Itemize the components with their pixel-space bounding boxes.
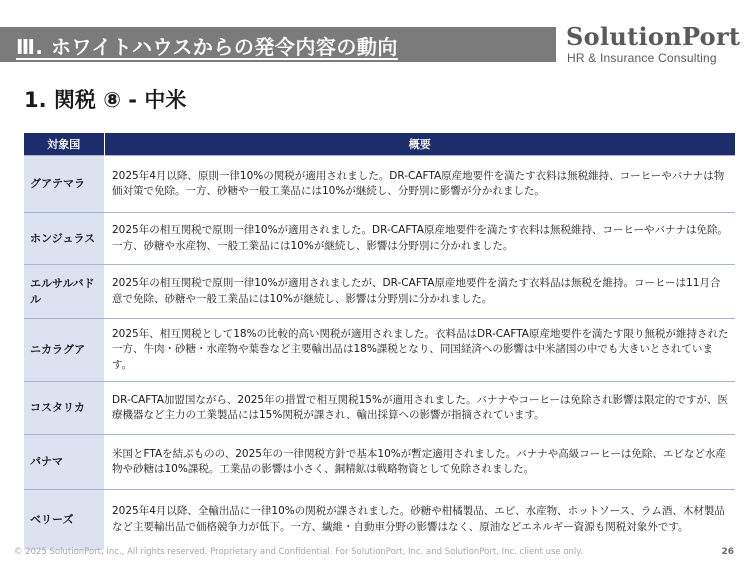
country-cell: エルサルバドル xyxy=(24,265,104,319)
header-country: 対象国 xyxy=(24,133,104,156)
table-row xyxy=(24,382,735,435)
title-band xyxy=(0,27,556,62)
summary-cell: 2025年4月以降、原則一律10%の関税が適用されました。DR-CAFTA原産地要件を満たす衣料は無税維持、コーヒーやバナナは物価対策で免除。一方、砂糖や一般工業品には10%が継続し、分野別に影響が分かれました。 xyxy=(104,156,735,213)
summary-cell: 2025年の相互関税で原則一律10%が適用されましたが、DR-CAFTA原産地要件を満たす衣料品は無税を維持。コーヒーは11月合意で免除、砂糖や一般工業品には10%が継続し、影響は分野別に分かれました。 xyxy=(104,265,735,319)
page-title: Ⅲ. ホワイトハウスからの発令内容の動向 xyxy=(16,35,398,59)
country-cell: コスタリカ xyxy=(24,382,104,435)
country-cell: ニカラグア xyxy=(24,319,104,382)
summary-cell: 2025年の相互関税で原則一律10%が適用されました。DR-CAFTA原産地要件を満たす衣料は無税維持、コーヒーやバナナは免除。一方、砂糖や水産物、一般工業品には10%が継続し、影響は分野別に分かれました。 xyxy=(104,213,735,265)
summary-cell: 2025年、相互関税として18%の比較的高い関税が適用されました。衣料品はDR-CAFTA原産地要件を満たす限り無税が維持された一方、牛肉・砂糖・水産物や葉巻など主要輸出品は18%課税となり、同国経済への影響は中米諸国の中でも大きいとされています。 xyxy=(104,319,735,382)
table-row xyxy=(24,156,735,213)
summary-cell: DR-CAFTA加盟国ながら、2025年の措置で相互関税15%が適用されました。バナナやコーヒーは免除され影響は限定的ですが、医療機器など主力の工業製品には15%関税が課され、輸出採算への影響が指摘されています。 xyxy=(104,382,735,435)
country-cell: グアテマラ xyxy=(24,156,104,213)
summary-cell: 2025年4月以降、全輸出品に一律10%の関税が課されました。砂糖や柑橘製品、エビ、水産物、ホットソース、ラム酒、木材製品など主要輸出品で価格競争力が低下。一方、繊維・自動車分野の影響はなく、原油などエネルギー資源も関税対象外です。 xyxy=(104,490,735,550)
section-subtitle: 1. 関税 ⑧ - 中米 xyxy=(24,88,187,112)
page-number: 26 xyxy=(721,547,734,557)
table-row xyxy=(24,319,735,382)
logo-wordmark: SolutionPort xyxy=(566,22,741,51)
country-cell: パナマ xyxy=(24,435,104,490)
summary-cell: 米国とFTAを結ぶものの、2025年の一律関税方針で基本10%が暫定適用されました。バナナや高級コーヒーは免除、エビなど水産物や砂糖は10%課税。工業品の影響は小さく、銅精鉱は戦略物資として免除されました。 xyxy=(104,435,735,490)
header-summary: 概要 xyxy=(104,133,735,156)
tariff-table xyxy=(24,133,735,550)
logo-tagline: HR & Insurance Consulting xyxy=(567,51,717,65)
footer-copyright: © 2025 SolutionPort, Inc., All rights reserved. Proprietary and Confidential. For SolutionPort, Inc. and SolutionPort, Inc. client use only. xyxy=(14,547,583,557)
table-row xyxy=(24,265,735,319)
table-row xyxy=(24,435,735,490)
table-row xyxy=(24,490,735,550)
table-row xyxy=(24,213,735,265)
country-cell: ホンジュラス xyxy=(24,213,104,265)
country-cell: ベリーズ xyxy=(24,490,104,550)
company-logo xyxy=(566,22,741,66)
table-header-row xyxy=(24,133,735,156)
